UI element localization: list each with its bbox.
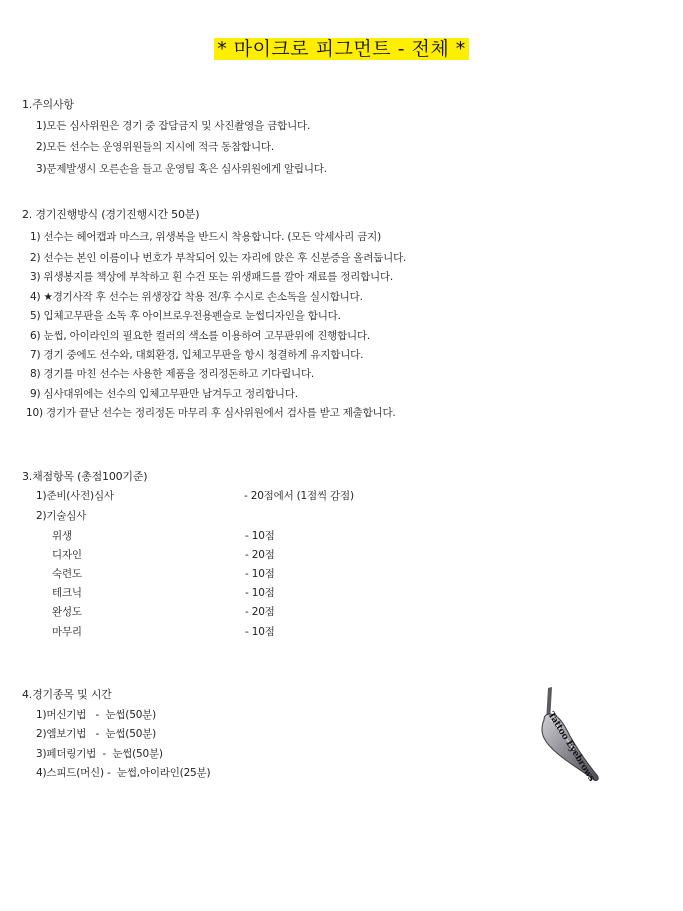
section2-item: 9) 심사대위에는 선수의 입체고무판만 남겨두고 정리합니다. bbox=[30, 388, 298, 400]
tech-item-name: 위생 bbox=[52, 530, 72, 542]
tech-item-name: 테크닉 bbox=[52, 587, 82, 599]
tech-item-points: - 10점 bbox=[245, 626, 275, 638]
section1-item: 1)모든 심사위원은 경기 중 잡담금지 및 사진촬영을 금합니다. bbox=[36, 120, 311, 132]
section1-item: 3)문제발생시 오른손을 들고 운영팀 혹은 심사위원에게 알립니다. bbox=[36, 163, 327, 175]
section3-heading: 3.채점항목 (총점100기준) bbox=[22, 470, 148, 483]
section2-item: 10) 경기가 끝난 선수는 정리정돈 마무리 후 심사위원에서 검사를 받고 제출합니다. bbox=[26, 407, 396, 419]
section4-item: 1)머신기법 - 눈썹(50분) bbox=[36, 709, 157, 721]
section2-item: 4) ★경기사작 후 선수는 위생장갑 착용 전/후 수시로 손소독을 실시합니다. bbox=[30, 291, 363, 303]
prep-points: - 20점에서 (1점씩 감점) bbox=[244, 490, 354, 502]
tech-item-points: - 10점 bbox=[245, 568, 275, 580]
prep-label: 1)준비(사전)심사 bbox=[36, 490, 114, 502]
shoe-logo-icon bbox=[528, 684, 600, 784]
section4-item: 4)스피드(머신) - 눈썹,아이라인(25분) bbox=[36, 767, 211, 779]
section1-heading: 1.주의사항 bbox=[22, 98, 74, 111]
section4-heading: 4.경기종목 및 시간 bbox=[22, 688, 112, 701]
title-highlight: * 마이크로 피그먼트 - 전체 * bbox=[214, 38, 469, 60]
tech-item-points: - 20점 bbox=[245, 606, 275, 618]
section2-item: 5) 입체고무판을 소독 후 아이브로우전용펜슬로 눈썹디자인을 합니다. bbox=[30, 310, 341, 322]
section2-item: 7) 경기 중에도 선수와, 대회환경, 입체고무판을 항시 청결하게 유지합니다. bbox=[30, 349, 364, 361]
tech-item-name: 마무리 bbox=[52, 626, 82, 638]
section2-item: 3) 위생봉지를 책상에 부착하고 흰 수건 또는 위생패드를 깔아 재료를 정리합니다. bbox=[30, 271, 394, 283]
section4-item: 3)페더링기법 - 눈썹(50분) bbox=[36, 748, 163, 760]
tech-item-points: - 20점 bbox=[245, 549, 275, 561]
section2-item: 2) 선수는 본인 이름이나 번호가 부착되어 있는 자리에 앉은 후 신분증을 올려둡니다. bbox=[30, 252, 407, 264]
section4-item: 2)엠보기법 - 눈썹(50분) bbox=[36, 728, 157, 740]
section2-item: 1) 선수는 헤어캡과 마스크, 위생복을 반드시 착용합니다. (모든 악세사리 금지) bbox=[30, 231, 381, 243]
section1-item: 2)모든 선수는 운영위원들의 지시에 적극 동참합니다. bbox=[36, 141, 275, 153]
section2-item: 6) 눈썹, 아이라인의 필요한 컬러의 색소를 이용하여 고무판위에 진행합니다. bbox=[30, 330, 371, 342]
tech-item-name: 숙련도 bbox=[52, 568, 82, 580]
section2-heading: 2. 경기진행방식 (경기진행시간 50분) bbox=[22, 208, 200, 221]
section2-item: 8) 경기를 마친 선수는 사용한 제품을 정리정돈하고 기다립니다. bbox=[30, 368, 315, 380]
tech-label: 2)기술심사 bbox=[36, 510, 87, 522]
tech-item-points: - 10점 bbox=[245, 530, 275, 542]
tech-item-points: - 10점 bbox=[245, 587, 275, 599]
tech-item-name: 완성도 bbox=[52, 606, 82, 618]
page-title bbox=[0, 34, 683, 61]
logo-text: Tattoo Eyebrows bbox=[545, 710, 597, 784]
tech-item-name: 디자인 bbox=[52, 549, 82, 561]
